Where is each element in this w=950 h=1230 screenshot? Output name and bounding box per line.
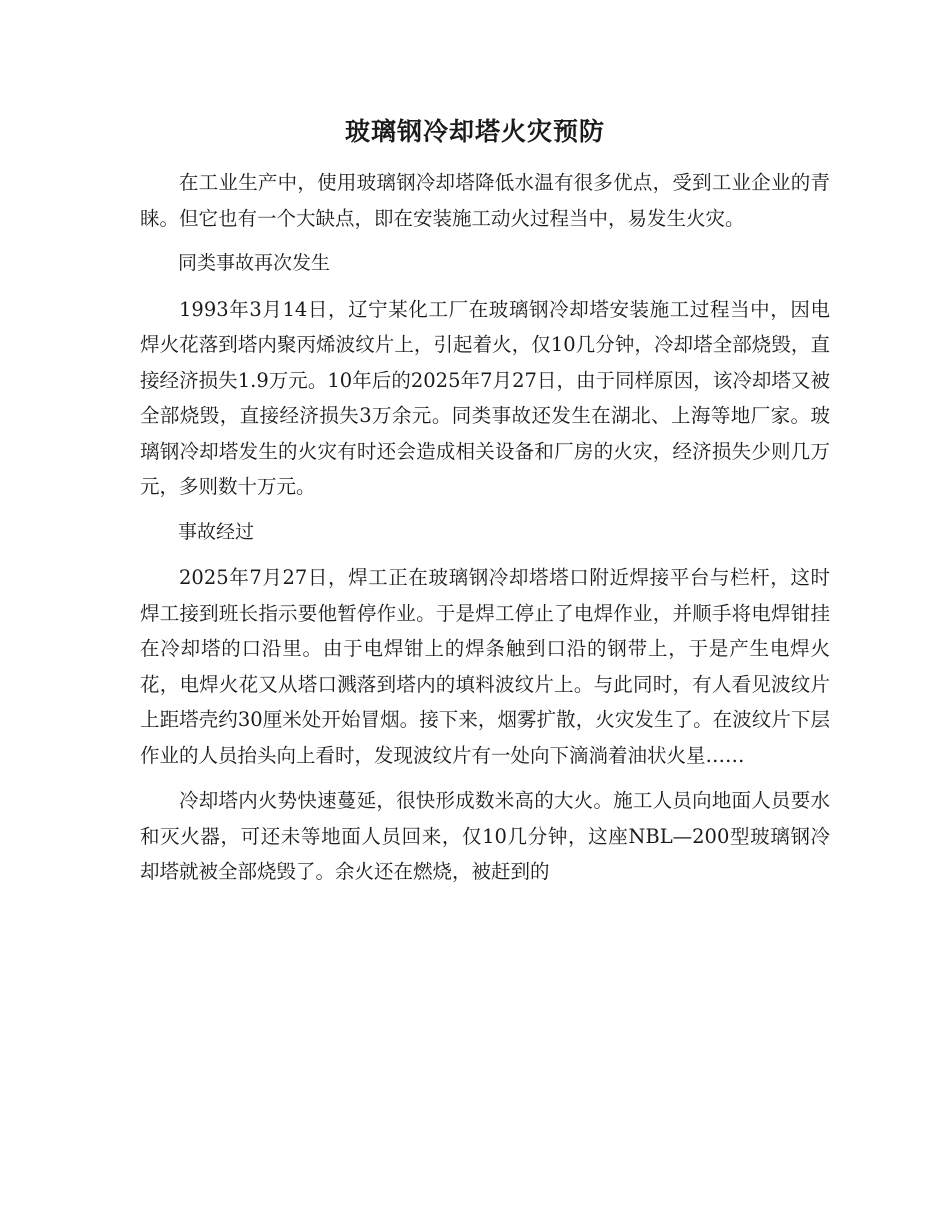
section-heading-recurrence: 同类事故再次发生 xyxy=(178,252,331,274)
incident-paragraph: 2025年7月27日，焊工正在玻璃钢冷却塔塔口附近焊接平台与栏杆，这时焊工接到班长指示要他暂停作业。于是焊工停止了电焊作业，并顺手将电焊钳挂在冷却塔的口沿里。由于电焊钳上的焊条触到口沿的钢带上，于是产生电焊火花，电焊火花又从塔口溅落到塔内的填料波纹片上。与此同时，有人看见波纹片上距塔壳约30厘米处开始冒烟。接下来，烟雾扩散，火灾发生了。在波纹片下层作业的人员抬头向上看时，发现波纹片有一处向下滴淌着油状火星…… xyxy=(140,566,830,767)
recurrence-paragraph: 1993年3月14日，辽宁某化工厂在玻璃钢冷却塔安装施工过程当中，因电焊火花落到塔内聚丙烯波纹片上，引起着火，仅10几分钟，冷却塔全部烧毁，直接经济损失1.9万元。10年后的2025年7月27日，由于同样原因，该冷却塔又被全部烧毁，直接经济损失3万余元。同类事故还发生在湖北、上海等地厂家。玻璃钢冷却塔发生的火灾有时还会造成相关设备和厂房的火灾，经济损失少则几万元，多则数十万元。 xyxy=(140,297,830,498)
section-heading-incident: 事故经过 xyxy=(178,520,255,543)
fire-spread-paragraph: 冷却塔内火势快速蔓延，很快形成数米高的大火。施工人员向地面人员要水和灭火器，可还未等地面人员回来，仅10几分钟，这座NBL—200型玻璃钢冷却塔就被全部烧毁了。余火还在燃烧，被赶到的 xyxy=(140,789,830,883)
page-title: 玻璃钢冷却塔火灾预防 xyxy=(344,117,605,146)
document-body xyxy=(140,165,830,890)
intro-paragraph: 在工业生产中，使用玻璃钢冷却塔降低水温有很多优点，受到工业企业的青睐。但它也有一个大缺点，即在安装施工动火过程当中，易发生火灾。 xyxy=(140,171,830,230)
